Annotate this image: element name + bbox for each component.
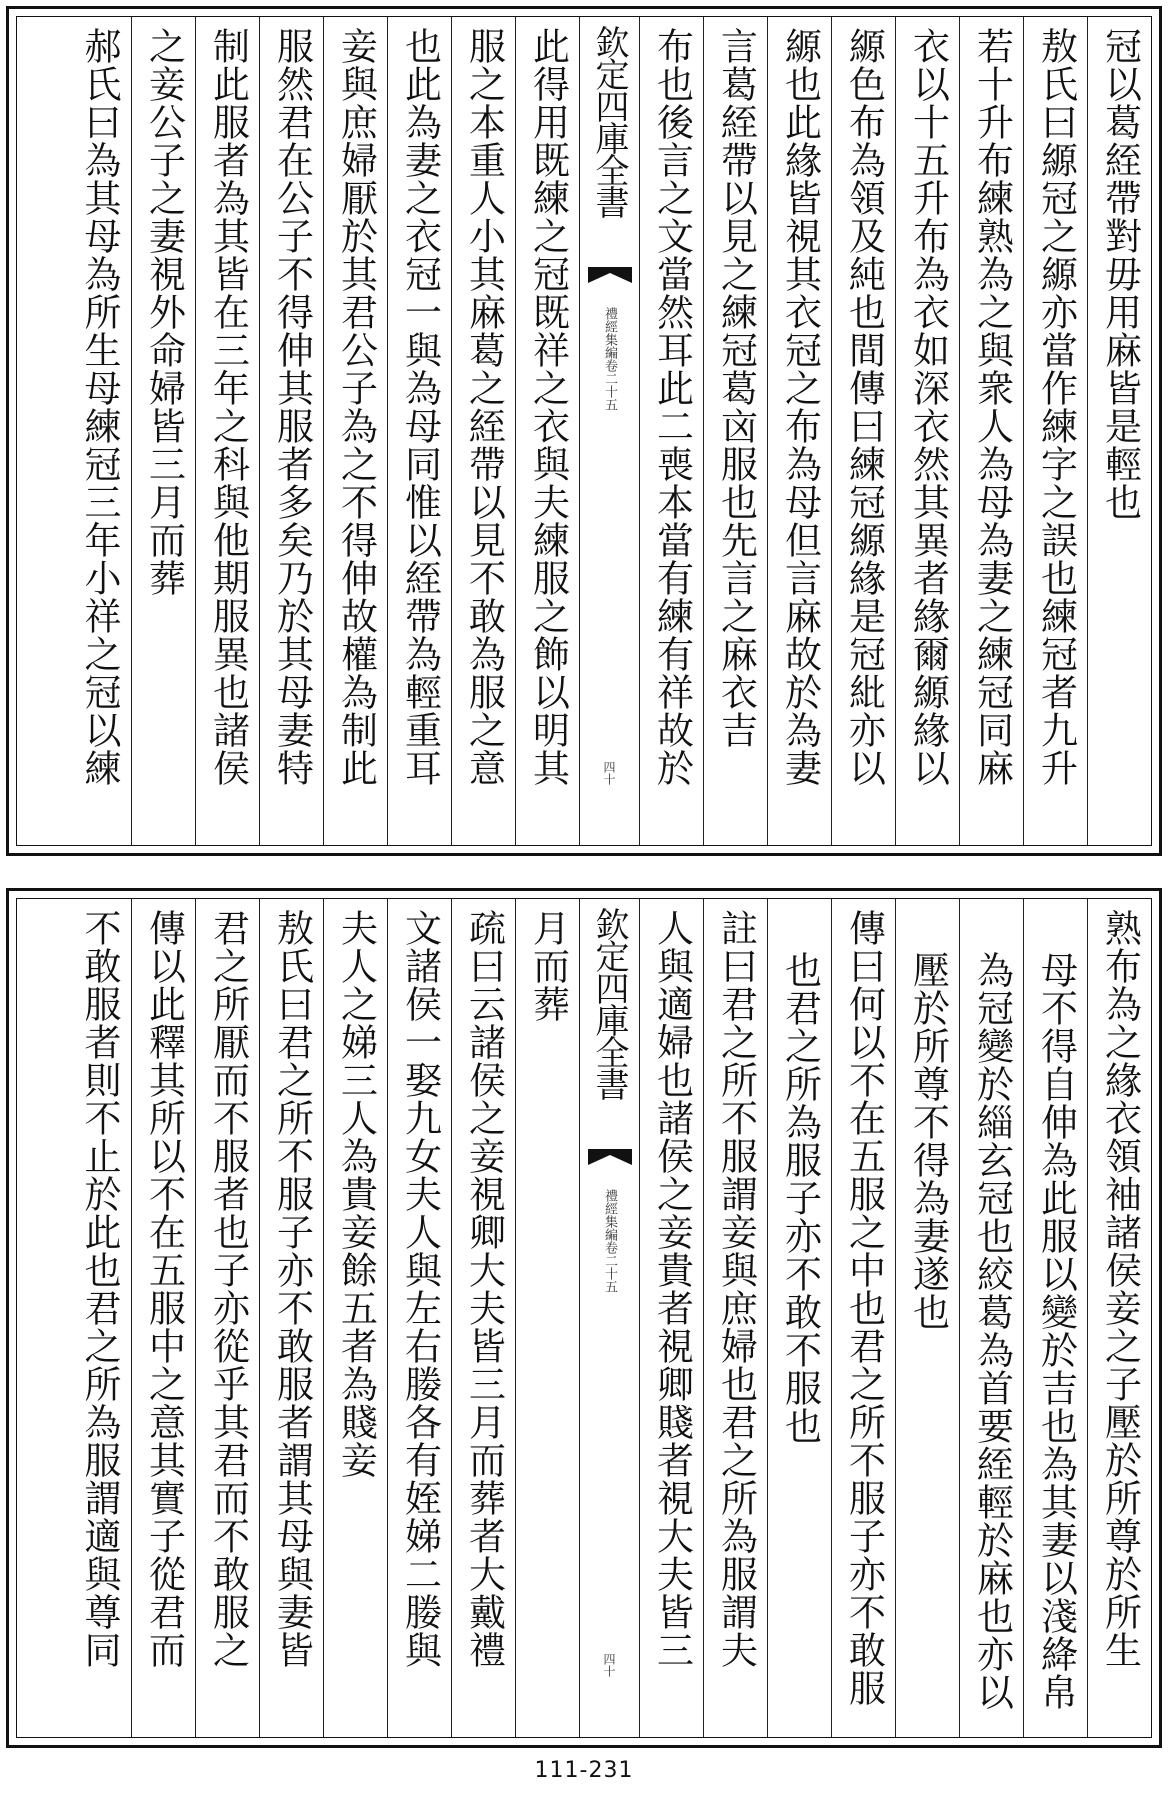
column-text: 冠以葛絰帶對毋用麻皆是輕也 [1098, 27, 1142, 521]
text-column [831, 899, 895, 1737]
column-text: 敖氏曰縓冠之縓亦當作練字之誤也練冠者九升 [1034, 27, 1078, 787]
column-text: 敖氏曰君之所不服子亦不敢服者謂其母與妻皆 [270, 909, 314, 1669]
text-column [767, 17, 831, 845]
text-column [895, 899, 959, 1737]
text-column [831, 17, 895, 845]
fishtail-mark-icon [588, 267, 632, 283]
text-column [387, 17, 451, 845]
text-column [515, 899, 579, 1737]
bottom-page [6, 888, 1162, 1748]
column-text: 郝氏曰為其母為所生母練冠三年小祥之冠以練 [78, 27, 121, 787]
text-column [959, 17, 1023, 845]
column-text: 人與適婦也諸侯之妾貴者視卿賤者視大夫皆三 [650, 909, 694, 1669]
center-fold-column [579, 899, 639, 1737]
text-column [451, 17, 515, 845]
top-page-frame [16, 16, 1152, 846]
column-text: 衣以十五升布為衣如深衣然其異者緣爾縓緣以 [906, 27, 950, 787]
bottom-page-frame [16, 898, 1152, 1738]
volume-title: 禮經集編 [602, 1189, 617, 1241]
column-text: 縓也此緣皆視其衣冠之布為母但言麻故於為妻 [778, 27, 822, 787]
text-column [1087, 17, 1151, 845]
text-column [767, 899, 831, 1737]
column-text: 夫人之娣三人為貴妾餘五者為賤妾 [334, 909, 378, 1479]
leaf-number: 四十 [602, 1653, 616, 1677]
text-column [259, 899, 323, 1737]
column-text: 為冠變於緇玄冠也絞葛為首要絰輕於麻也亦以 [970, 951, 1014, 1711]
text-column [703, 899, 767, 1737]
column-text: 註曰君之所不服謂妾與庶婦也君之所為服謂夫 [714, 909, 758, 1669]
volume-and-chapter [580, 307, 639, 507]
text-column [639, 17, 703, 845]
column-text: 文諸侯一娶九女夫人與左右媵各有姪娣二媵與 [398, 909, 442, 1669]
column-text: 縓色布為領及純也間傳曰練冠縓緣是冠紕亦以 [842, 27, 886, 787]
page-reference: 111-231 [534, 1758, 634, 1783]
text-column [131, 17, 195, 845]
top-text-columns [17, 17, 1151, 845]
text-column [959, 899, 1023, 1737]
column-text: 布也後言之文當然耳此二喪本當有練有祥故於 [650, 27, 694, 787]
text-column [1087, 899, 1151, 1737]
text-column [639, 899, 703, 1737]
column-text: 言葛絰帶以見之練冠葛㐫服也先言之麻衣吉 [714, 27, 758, 749]
text-column [259, 17, 323, 845]
center-fold-column [579, 17, 639, 845]
column-text: 制此服者為其皆在三年之科與他期服異也諸侯 [206, 27, 250, 787]
column-text: 此得用既練之冠既祥之衣與夫練服之飾以明其 [526, 27, 570, 787]
book-title: 欽定四庫全書 [589, 25, 629, 217]
bottom-text-columns [17, 899, 1151, 1737]
column-text: 壓於所尊不得為妻遂也 [906, 951, 950, 1331]
column-text: 傳以此釋其所以不在五服中之意其實子從君而 [142, 909, 186, 1669]
text-column [323, 899, 387, 1737]
column-text: 不敢服者則不止於此也君之所為服謂適與尊同 [78, 909, 121, 1669]
text-column [323, 17, 387, 845]
text-column [67, 899, 131, 1737]
column-text: 妾與庶婦厭於其君公子為之不得伸故權為制此 [334, 27, 378, 787]
column-text: 也此為妻之衣冠一與為母同惟以絰帶為輕重耳 [398, 27, 442, 787]
text-column [451, 899, 515, 1737]
column-text: 傳曰何以不在五服之中也君之所不服子亦不敢服 [842, 909, 886, 1707]
chapter-label: 卷二十五 [602, 1241, 617, 1293]
column-text: 月而葬 [526, 909, 570, 1023]
text-column [1023, 17, 1087, 845]
column-text: 熟布為之緣衣領袖諸侯妾之子壓於所尊於所生 [1098, 909, 1142, 1669]
column-text: 若十升布練熟為之與衆人為母為妻之練冠同麻 [970, 27, 1014, 787]
fishtail-mark-icon [588, 1149, 632, 1165]
volume-and-chapter [580, 1189, 639, 1389]
column-text: 之妾公子之妻視外命婦皆三月而葬 [142, 27, 186, 597]
column-text: 服之本重人小其麻葛之絰帶以見不敢為服之意 [462, 27, 506, 787]
text-column [1023, 899, 1087, 1737]
column-text: 服然君在公子不得伸其服者多矣乃於其母妻特 [270, 27, 314, 787]
column-text: 疏曰云諸侯之妾視卿大夫皆三月而葬者大戴禮 [462, 909, 506, 1669]
text-column [131, 899, 195, 1737]
top-page [6, 6, 1162, 856]
book-title: 欽定四庫全書 [589, 907, 629, 1099]
text-column [387, 899, 451, 1737]
leaf-number: 四十 [602, 761, 616, 785]
text-column [895, 17, 959, 845]
column-text: 君之所厭而不服者也子亦從乎其君而不敢服之 [206, 909, 250, 1669]
text-column [195, 899, 259, 1737]
text-column [67, 17, 131, 845]
text-column [703, 17, 767, 845]
column-text: 母不得自伸為此服以變於吉也為其妻以淺絳帛 [1034, 951, 1078, 1711]
chapter-label: 卷二十五 [602, 359, 617, 411]
column-text: 也君之所為服子亦不敢不服也 [778, 951, 822, 1445]
text-column [195, 17, 259, 845]
volume-title: 禮經集編 [602, 307, 617, 359]
text-column [515, 17, 579, 845]
